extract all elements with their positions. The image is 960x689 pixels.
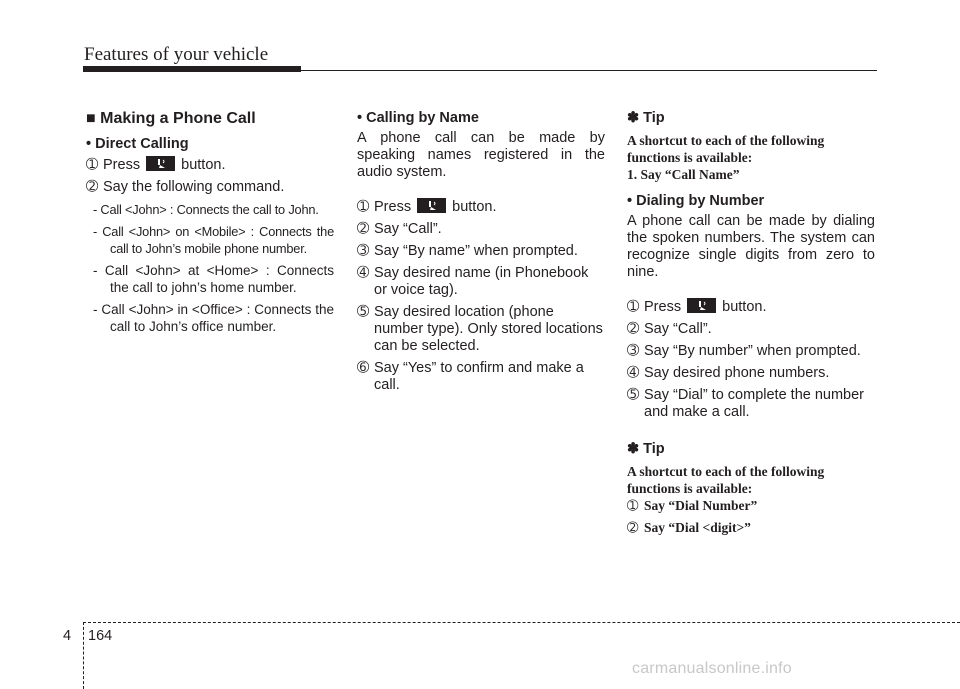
- step-text: Say “Call”.: [644, 321, 712, 337]
- step-number: ➅: [357, 360, 370, 376]
- tip-step: [627, 519, 875, 536]
- tip-step: [627, 497, 875, 514]
- step-text: Press: [103, 157, 141, 173]
- step-text: Say desired name (in Phonebook or voice tag).: [374, 265, 589, 298]
- page-header-title: Features of your vehicle: [84, 44, 269, 65]
- step-number: ➄: [357, 304, 370, 320]
- number-step: [627, 321, 875, 338]
- name-step-1: [357, 198, 605, 216]
- step-number: ➁: [627, 520, 639, 535]
- step-text: Say “Call”.: [374, 221, 442, 237]
- step-number: ➄: [627, 387, 640, 403]
- column-calling-by-name: [357, 110, 605, 399]
- step-text: button.: [722, 299, 767, 315]
- step-text: Say “Yes” to confirm and make a call.: [374, 360, 584, 393]
- step-text: Say “By number” when prompted.: [644, 343, 861, 359]
- command-item: - Call <John> at <Home> : Connects the call to john’s home number.: [93, 263, 334, 295]
- section-heading: ■ Making a Phone Call: [86, 110, 256, 127]
- name-step: [357, 304, 605, 355]
- talk-button-icon: [417, 198, 446, 213]
- calling-by-name-subhead: • Calling by Name: [357, 110, 479, 126]
- name-step: [357, 265, 605, 299]
- number-step: [627, 365, 875, 382]
- step-number: ➀: [86, 157, 99, 173]
- page-number: 164: [88, 628, 113, 644]
- number-step: [627, 387, 875, 421]
- dialing-by-number-subhead: • Dialing by Number: [627, 193, 765, 209]
- footer-rule: [83, 622, 960, 623]
- footer-vertical-rule: [83, 622, 84, 689]
- step-number: ➁: [357, 221, 370, 237]
- tip-text: 1. Say “Call Name”: [627, 167, 740, 182]
- direct-calling-subhead: • Direct Calling: [86, 136, 189, 152]
- header-rule: [301, 70, 877, 71]
- number-step-1: [627, 298, 875, 316]
- chapter-number: 4: [63, 628, 72, 644]
- calling-by-name-intro: A phone call can be made by speaking names registered in the audio system.: [357, 130, 605, 180]
- name-step: [357, 360, 605, 394]
- step-text: Say the following command.: [103, 179, 285, 195]
- command-item: - Call <John> on <Mobile> : Connects the call to John’s mobile phone number.: [93, 224, 334, 256]
- watermark: carmanualsonline.info: [632, 660, 792, 677]
- step-number: ➀: [627, 498, 639, 513]
- number-step: [627, 343, 875, 360]
- name-step: [357, 243, 605, 260]
- tip-heading: ✽ Tip: [627, 441, 665, 457]
- talk-button-icon: [687, 298, 716, 313]
- step-text: Say desired phone numbers.: [644, 365, 830, 381]
- direct-step-1: [86, 156, 334, 174]
- column-dialing-by-number: [627, 110, 875, 541]
- header-bar: [83, 66, 301, 72]
- step-number: ➂: [357, 243, 370, 259]
- tip-text: A shortcut to each of the following functions is available:: [627, 464, 825, 496]
- command-item: - Call <John> : Connects the call to John.: [93, 202, 319, 217]
- talk-button-icon: [146, 156, 175, 171]
- step-number: ➀: [627, 299, 640, 315]
- tip-text: A shortcut to each of the following functions is available:: [627, 133, 825, 165]
- step-text: button.: [452, 199, 497, 215]
- step-text: Press: [374, 199, 412, 215]
- step-text: Say desired location (phone number type). Only stored locations can be selected.: [374, 304, 603, 354]
- column-direct-calling: [86, 110, 334, 340]
- name-step: [357, 221, 605, 238]
- step-number: ➃: [627, 365, 640, 381]
- direct-step-2: [86, 179, 334, 196]
- tip-step-text: Say “Dial <digit>”: [644, 520, 751, 535]
- step-number: ➁: [627, 321, 640, 337]
- step-text: Press: [644, 299, 682, 315]
- command-item: - Call <John> in <Office> : Connects the call to John’s office number.: [93, 302, 334, 334]
- step-number: ➂: [627, 343, 640, 359]
- tip-step-text: Say “Dial Number”: [644, 498, 758, 513]
- step-text: Say “By name” when prompted.: [374, 243, 578, 259]
- step-number: ➁: [86, 179, 99, 195]
- step-text: Say “Dial” to complete the number and make a call.: [644, 387, 865, 420]
- step-number: ➀: [357, 199, 370, 215]
- step-text: button.: [181, 157, 226, 173]
- dialing-by-number-intro: A phone call can be made by dialing the spoken numbers. The system can recognize single digits from zero to nine.: [627, 213, 875, 280]
- step-number: ➃: [357, 265, 370, 281]
- tip-heading: ✽ Tip: [627, 110, 665, 126]
